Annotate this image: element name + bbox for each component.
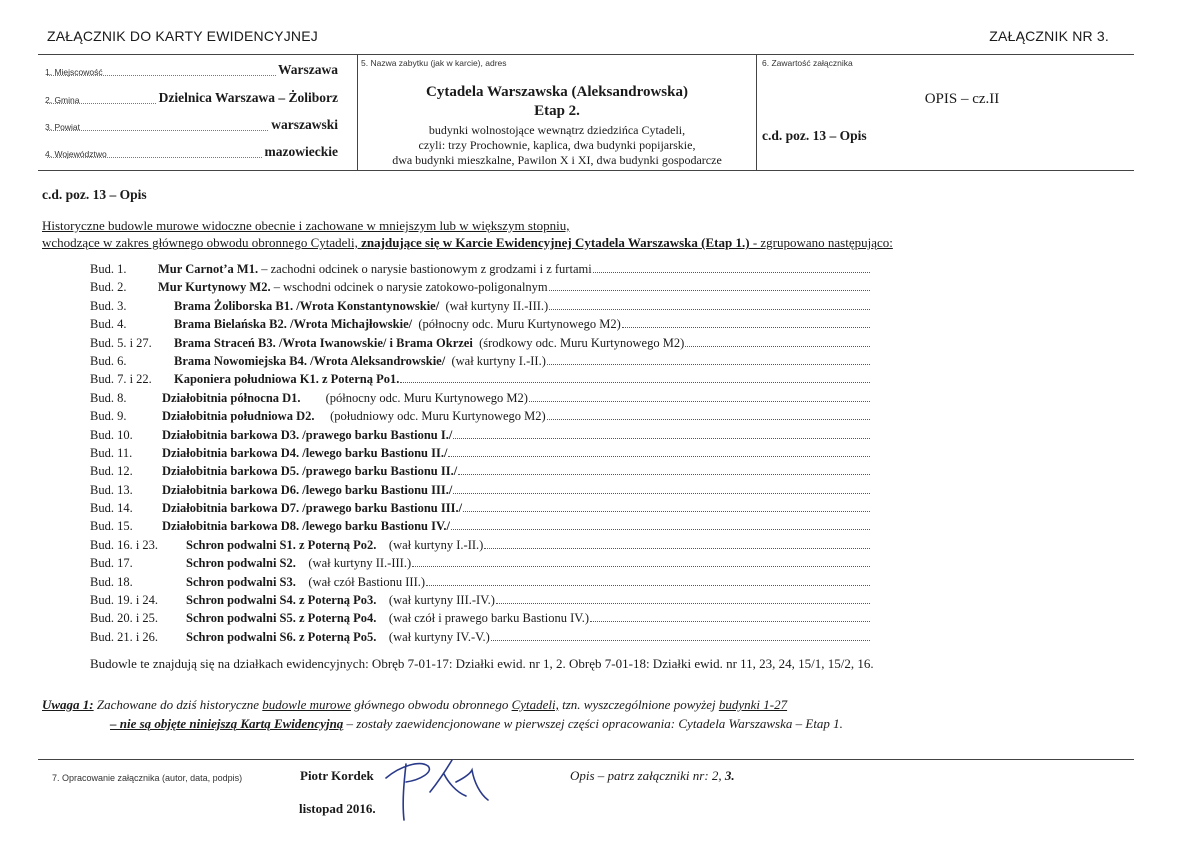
intro-line-2-c: - zgrupowano następująco:	[749, 235, 893, 250]
building-number: Bud. 13.	[90, 482, 133, 497]
field-miejscowosc	[45, 62, 338, 78]
list-item	[90, 409, 890, 427]
list-item	[90, 556, 890, 574]
building-entry	[162, 464, 870, 479]
leader-dots	[549, 281, 870, 291]
note-text-f: budynki 1-27	[718, 697, 788, 712]
box6-label: 6. Zawartość załącznika	[762, 58, 853, 68]
building-entry	[162, 409, 870, 424]
box5-label: 5. Nazwa zabytku (jak w karcie), adres	[361, 58, 507, 68]
footer-author: Piotr Kordek	[300, 768, 374, 783]
list-item	[90, 593, 890, 611]
leader-dots	[590, 612, 870, 622]
building-entry	[162, 391, 870, 406]
building-entry	[186, 593, 870, 608]
building-name: Działobitnia północna D1.	[162, 390, 301, 405]
leader-dots	[529, 392, 870, 402]
building-desc: (południowy odc. Muru Kurtynowego M2)	[314, 409, 546, 424]
monument-desc-3: dwa budynki mieszkalne, Pawilon X i XI, dwa budynki gospodarcze	[392, 153, 722, 167]
building-desc: (środkowy odc. Muru Kurtynowego M2)	[472, 335, 685, 350]
building-desc: (wał kurtyny II.-III.)	[295, 556, 412, 571]
building-number: Bud. 8.	[90, 390, 127, 405]
list-item	[90, 464, 890, 482]
leader-dots	[484, 539, 870, 549]
field-label: 2. Gmina	[45, 95, 80, 105]
building-entry	[174, 336, 870, 351]
leader-dots	[453, 429, 870, 439]
building-entry	[162, 483, 870, 498]
leader-dots	[453, 484, 870, 494]
building-number: Bud. 16. i 23.	[90, 537, 159, 552]
footer-opis-a: Opis – patrz załączniki nr: 2,	[570, 768, 725, 783]
note-text-c: głównego obwodu obronnego	[351, 697, 512, 712]
building-entry	[162, 519, 870, 534]
building-name: Schron podwalni S3.	[186, 574, 296, 589]
field-wojewodztwo	[45, 144, 338, 160]
list-item	[90, 428, 890, 446]
leader-dots	[400, 373, 870, 383]
building-name: Działobitnia barkowa D8. /lewego barku Bastionu IV./	[162, 519, 451, 534]
list-item	[90, 630, 890, 648]
footer-opis	[570, 768, 735, 784]
building-name: Działobitnia barkowa D7. /prawego barku Bastionu III./	[162, 501, 463, 516]
note-line-1	[42, 697, 787, 713]
building-desc: (wał kurtyny I.-II.)	[376, 537, 484, 552]
leader-dots	[547, 410, 870, 420]
building-name: Mur Kurtynowy M2.	[158, 280, 271, 295]
building-desc: – zachodni odcinek o narysie bastionowym z grodzami i z furtami	[258, 262, 592, 276]
building-number: Bud. 1.	[90, 262, 127, 276]
building-name: Brama Nowomiejska B4. /Wrota Aleksandrowskie/	[174, 353, 446, 368]
building-entry	[158, 280, 870, 295]
building-desc: (wał kurtyny III.-IV.)	[376, 593, 495, 608]
intro-line-2	[42, 235, 893, 251]
list-item	[90, 336, 890, 354]
note-text-d: Cytadeli,	[511, 697, 559, 712]
building-entry	[162, 501, 870, 516]
attachment-ref: c.d. poz. 13 – Opis	[762, 128, 867, 143]
field-powiat	[45, 117, 338, 133]
building-desc: (wał czół Bastionu III.)	[295, 574, 426, 589]
list-item	[90, 372, 890, 390]
building-number: Bud. 4.	[90, 317, 127, 332]
footer-rule	[38, 759, 1134, 760]
building-number: Bud. 6.	[90, 353, 127, 368]
leader-dots	[496, 594, 870, 604]
leader-dots	[685, 337, 870, 347]
building-desc: (wał kurtyny IV.-V.)	[376, 629, 490, 644]
field-gmina	[45, 90, 338, 106]
intro-line-1: Historyczne budowle murowe widoczne obecnie i zachowane w mniejszym lub w większym stopniu,	[42, 218, 570, 233]
building-number: Bud. 18.	[90, 574, 133, 589]
building-number: Bud. 14.	[90, 501, 133, 516]
leader-dots	[622, 318, 870, 328]
building-desc: (wał kurtyny I.-II.)	[445, 353, 546, 368]
building-desc: (wał czół i prawego barku Bastionu IV.)	[376, 611, 589, 626]
building-entry	[174, 354, 870, 369]
building-number: Bud. 11.	[90, 445, 133, 460]
attachment-content: OPIS – cz.II	[924, 91, 1000, 107]
building-desc: (północny odc. Muru Kurtynowego M2)	[412, 317, 621, 332]
note-text-g: – nie są objęte niniejszą Kartą Ewidencyjną	[110, 716, 344, 731]
building-number: Bud. 2.	[90, 280, 127, 295]
building-entry	[158, 262, 870, 277]
building-entry	[186, 575, 870, 590]
building-number: Bud. 3.	[90, 298, 127, 313]
building-number: Bud. 17.	[90, 556, 133, 571]
building-entry	[186, 538, 870, 553]
building-name: Działobitnia barkowa D3. /prawego barku Bastionu I./	[162, 427, 453, 442]
field-value: mazowieckie	[264, 144, 338, 159]
building-entry	[162, 446, 870, 461]
building-entry	[186, 556, 870, 571]
list-item	[90, 391, 890, 409]
leader-dots	[448, 447, 870, 457]
building-number: Bud. 5. i 27.	[90, 335, 152, 350]
building-number: Bud. 12.	[90, 464, 133, 479]
field-value: Dzielnica Warszawa – Żoliborz	[158, 90, 338, 105]
building-name: Schron podwalni S2.	[186, 556, 296, 571]
building-name: Brama Straceń B3. /Wrota Iwanowskie/ i Brama Okrzei	[174, 335, 473, 350]
note-label: Uwaga 1:	[42, 697, 94, 712]
building-name: Brama Bielańska B2. /Wrota Michajłowskie/	[174, 317, 413, 332]
monument-stage: Etap 2.	[534, 103, 580, 119]
building-name: Działobitnia południowa D2.	[162, 409, 315, 424]
list-item	[90, 317, 890, 335]
monument-name: Cytadela Warszawska (Aleksandrowska)	[426, 84, 688, 100]
note-text-e: tzn. wyszczególnione powyżej	[558, 697, 719, 712]
building-number: Bud. 9.	[90, 409, 127, 424]
building-name: Brama Żoliborska B1. /Wrota Konstantynowskie/	[174, 298, 440, 313]
footer-opis-b: 3.	[724, 768, 735, 783]
attachment-number: ZAŁĄCZNIK NR 3.	[989, 28, 1109, 44]
list-item	[90, 611, 890, 629]
building-number: Bud. 10.	[90, 427, 133, 442]
list-item	[90, 446, 890, 464]
leader-dots	[426, 576, 870, 586]
note-text-b: budowle murowe	[262, 697, 351, 712]
building-number: Bud. 7. i 22.	[90, 372, 152, 387]
monument-desc-1: budynki wolnostojące wewnątrz dziedzińca Cytadeli,	[428, 123, 686, 137]
list-item	[90, 575, 890, 593]
building-name: Działobitnia barkowa D5. /prawego barku Bastionu II./	[162, 464, 458, 479]
building-entry	[174, 372, 870, 387]
note-line-2	[110, 716, 843, 732]
intro-line-2-b: znajdujące się w Karcie Ewidencyjnej Cytadela Warszawska (Etap 1.)	[361, 235, 750, 250]
building-desc: (wał kurtyny II.-III.)	[439, 298, 549, 313]
list-item	[90, 354, 890, 372]
leader-dots	[549, 300, 870, 310]
building-entry	[186, 611, 870, 626]
field-value: warszawski	[271, 117, 338, 132]
note-text-a: Zachowane do dziś historyczne	[93, 697, 263, 712]
note-text-h: – zostały zaewidencjonowane w pierwszej części opracowania: Cytadela Warszawska – Etap 1.	[343, 716, 843, 731]
leader-dots	[463, 502, 870, 512]
building-name: Działobitnia barkowa D6. /lewego barku Bastionu III./	[162, 482, 453, 497]
building-list	[90, 262, 890, 648]
signature-icon	[380, 752, 510, 824]
intro-line-2-a: wchodzące w zakres głównego obwodu obronnego Cytadeli,	[42, 235, 362, 250]
list-item	[90, 501, 890, 519]
building-entry	[174, 299, 870, 314]
field-value: Warszawa	[278, 62, 338, 77]
plots-text: Budowle te znajdują się na działkach ewidencyjnych: Obręb 7-01-17: Działki ewid. nr 1, 2. Obręb 7-01-18: Działki ewid. nr 11, 23, 24, 15/1, 15/2, 16.	[90, 656, 874, 671]
building-name: Mur Carnot’a M1.	[158, 262, 259, 276]
footer-label: 7. Opracowanie załącznika (autor, data, podpis)	[52, 773, 243, 783]
building-name: Kaponiera południowa K1. z Poterną Po1.	[174, 372, 400, 387]
leader-dots	[547, 355, 870, 365]
building-number: Bud. 20. i 25.	[90, 611, 159, 626]
building-number: Bud. 15.	[90, 519, 133, 534]
table-divider-2	[756, 54, 757, 170]
list-item	[90, 262, 890, 280]
list-item	[90, 538, 890, 556]
table-top-rule	[38, 54, 1134, 55]
building-desc: – wschodni odcinek o narysie zatokowo-poligonalnym	[270, 280, 548, 295]
building-name: Schron podwalni S4. z Poterną Po3.	[186, 593, 377, 608]
document-title: ZAŁĄCZNIK DO KARTY EWIDENCYJNEJ	[47, 28, 318, 44]
building-name: Schron podwalni S5. z Poterną Po4.	[186, 611, 377, 626]
list-item	[90, 299, 890, 317]
monument-desc-2: czyli: trzy Prochownie, kaplica, dwa budynki popijarskie,	[418, 138, 696, 152]
leader-dots	[451, 520, 870, 530]
building-name: Schron podwalni S1. z Poterną Po2.	[186, 537, 377, 552]
building-entry	[186, 630, 870, 645]
list-item	[90, 280, 890, 298]
leader-dots	[412, 557, 870, 567]
leader-dots	[491, 631, 870, 641]
leader-dots	[593, 263, 870, 273]
list-item	[90, 483, 890, 501]
building-name: Działobitnia barkowa D4. /lewego barku Bastionu II./	[162, 445, 448, 460]
leader-dots	[458, 465, 870, 475]
building-entry	[174, 317, 870, 332]
field-label: 1. Miejscowość	[45, 67, 103, 77]
field-label: 4. Województwo	[45, 149, 107, 159]
list-item	[90, 519, 890, 537]
section-title: c.d. poz. 13 – Opis	[42, 187, 147, 202]
building-desc: (północny odc. Muru Kurtynowego M2)	[300, 390, 528, 405]
table-bottom-rule	[38, 170, 1134, 171]
building-number: Bud. 19. i 24.	[90, 593, 159, 608]
building-entry	[162, 428, 870, 443]
building-name: Schron podwalni S6. z Poterną Po5.	[186, 629, 377, 644]
field-label: 3. Powiat	[45, 122, 80, 132]
footer-date: listopad 2016.	[299, 801, 376, 816]
building-number: Bud. 21. i 26.	[90, 629, 159, 644]
